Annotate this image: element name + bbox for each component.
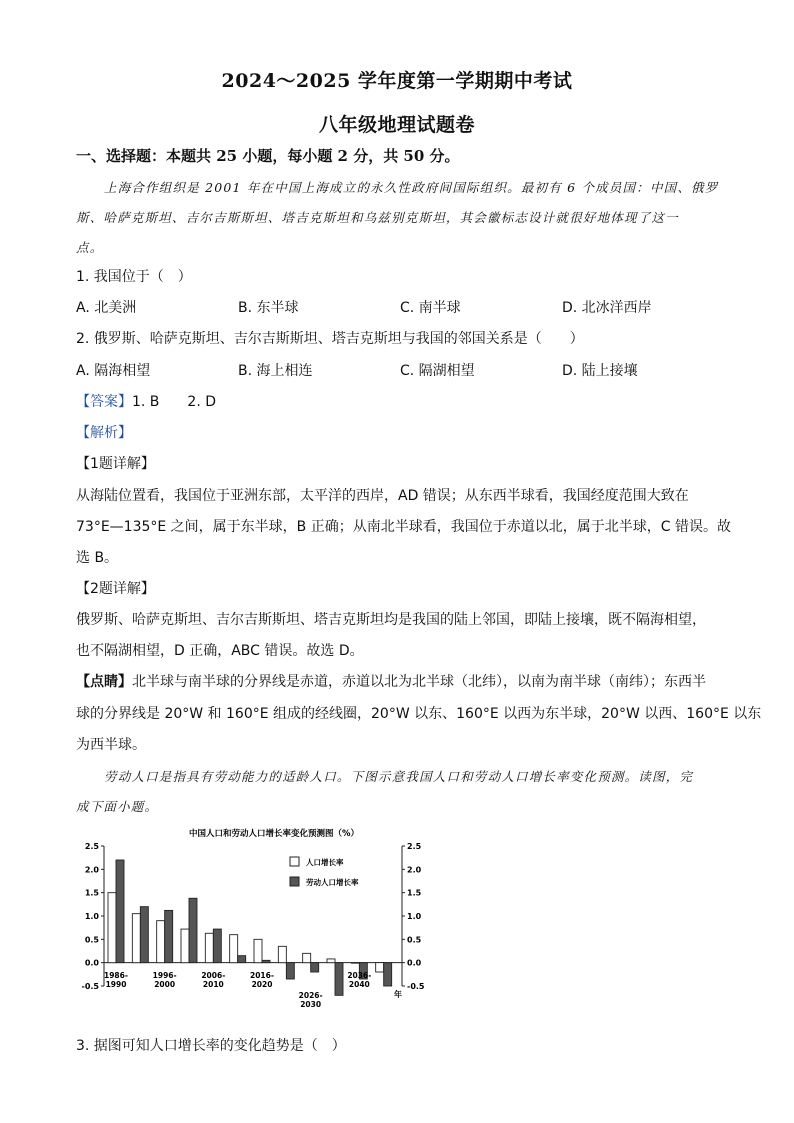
section-heading: 一、选择题：本题共 25 小题，每小题 2 分，共 50 分。 — [76, 147, 460, 165]
q1-option-a[interactable]: A. 北美洲 — [76, 300, 137, 316]
y-tick-label-right: 2.0 — [407, 865, 422, 875]
bar-population — [278, 946, 286, 962]
tip-line3: 为西半球。 — [76, 737, 146, 753]
tip-text-1: 北半球与南半球的分界线是赤道，赤道以北为北半球（北纬），以南为南半球（南纬）；东西半 — [132, 674, 706, 690]
y-tick-label-left: 2.5 — [84, 842, 99, 851]
y-tick-label-right: -0.5 — [407, 982, 425, 991]
bar-labor — [165, 910, 173, 962]
bar-population — [254, 939, 262, 962]
y-tick-label-right: 1.0 — [407, 912, 422, 921]
bar-population — [181, 929, 189, 963]
q2-option-d[interactable]: D. 陆上接壤 — [562, 363, 638, 379]
bar-labor — [189, 898, 197, 962]
legend-swatch — [290, 877, 299, 886]
legend-swatch — [290, 857, 299, 866]
x-tick-label: 2020 — [251, 980, 273, 989]
bar-labor — [311, 963, 319, 972]
bar-labor — [140, 907, 148, 963]
q2-stem: 2. 俄罗斯、哈萨克斯坦、吉尔吉斯斯坦、塔吉克斯坦与我国的邻国关系是（ ） — [76, 331, 584, 347]
y-tick-label-left: 0.0 — [84, 958, 99, 968]
x-tick-label: 1990 — [105, 980, 127, 989]
chart-legend — [290, 857, 359, 887]
x-tick-label: 2016- — [250, 971, 274, 980]
tip-line1 — [76, 671, 706, 691]
bar-population — [108, 893, 116, 963]
detail1-line3: 选 B。 — [76, 550, 119, 566]
x-axis-label: 年 — [394, 990, 402, 999]
bar-population — [157, 921, 165, 963]
tip-line2: 球的分界线是 20°W 和 160°E 组成的经线圈，20°W 以东、160°E 以西为东半球，20°W 以西、160°E 以东 — [76, 706, 762, 722]
y-tick-label-left: 1.0 — [84, 912, 99, 921]
x-tick-label: 1986- — [104, 971, 128, 980]
x-tick-label: 2000 — [154, 980, 176, 989]
answer-line — [76, 391, 216, 411]
y-tick-label-right: 2.5 — [407, 842, 422, 851]
x-tick-label: 2036- — [347, 971, 372, 980]
q1-option-d[interactable]: D. 北冰洋西岸 — [562, 300, 652, 316]
bar-population — [230, 935, 238, 963]
exam-subtitle: 八年级地理试题卷 — [318, 114, 475, 136]
detail1-line1: 从海陆位置看，我国位于亚洲东部，太平洋的西岸，AD 错误；从东西半球看，我国经度范围大致在 — [76, 488, 689, 504]
legend-label: 人口增长率 — [306, 858, 344, 867]
y-tick-label-right: 0.5 — [407, 935, 422, 945]
y-tick-label-left: 2.0 — [84, 865, 99, 875]
passage1-line1: 上海合作组织是 2001 年在中国上海成立的永久性政府间国际组织。最初有 6 个成员国：中国、俄罗 — [104, 180, 719, 195]
bar-labor — [238, 956, 246, 963]
bar-labor — [335, 963, 343, 996]
detail2-label: 【2题详解】 — [76, 581, 155, 597]
passage2-line1: 劳动人口是指具有劳动能力的适龄人口。下图示意我国人口和劳动人口增长率变化预测。读图，完 — [104, 769, 694, 784]
y-tick-label-left: 1.5 — [84, 888, 99, 898]
passage2-line2: 成下面小题。 — [76, 799, 159, 814]
exam-title: 2024～2025 学年度第一学期期中考试 — [221, 70, 573, 92]
passage1-line2: 斯、哈萨克斯坦、吉尔吉斯斯坦、塔吉克斯坦和乌兹别克斯坦，其会徽标志设计就很好地体现了这一 — [76, 210, 679, 225]
bar-labor — [286, 963, 294, 979]
y-tick-label-right: 0.0 — [407, 958, 422, 968]
q2-option-c[interactable]: C. 隔湖相望 — [400, 363, 475, 379]
population-growth-chart — [80, 822, 440, 1022]
x-tick-label: 2006- — [201, 971, 226, 980]
bar-population — [205, 933, 213, 962]
bar-labor — [213, 929, 221, 963]
x-tick-label: 2010 — [202, 980, 224, 989]
detail1-line2: 73°E—135°E 之间，属于东半球，B 正确；从南北半球看，我国位于赤道以北，属于北半球，C 错误。故 — [76, 519, 731, 535]
bar-labor — [116, 860, 124, 963]
y-tick-label-left: -0.5 — [81, 982, 99, 991]
bar-population — [327, 959, 335, 963]
y-tick-label-right: 1.5 — [407, 888, 422, 898]
legend-label: 劳动人口增长率 — [306, 878, 359, 887]
passage1-line3: 点。 — [76, 240, 104, 255]
bar-population — [132, 914, 140, 963]
x-tick-label: 1996- — [152, 971, 177, 980]
bar-population — [351, 963, 359, 964]
q1-option-c[interactable]: C. 南半球 — [400, 300, 461, 316]
q1-option-b[interactable]: B. 东半球 — [238, 300, 299, 316]
detail2-line1: 俄罗斯、哈萨克斯坦、吉尔吉斯斯坦、塔吉克斯坦均是我国的陆上邻国，即陆上接壤，既不隔海相望， — [76, 612, 706, 628]
bar-labor — [262, 960, 270, 962]
q1-stem: 1. 我国位于（ ） — [76, 269, 192, 285]
bar-population — [303, 953, 311, 962]
bar-population — [376, 963, 384, 972]
tip-label: 【点睛】 — [76, 674, 132, 690]
bar-labor — [384, 963, 392, 986]
x-tick-label: 2040 — [348, 980, 370, 989]
answer-label: 【答案】 — [76, 394, 132, 410]
y-tick-label-left: 0.5 — [84, 935, 99, 945]
q2-option-a[interactable]: A. 隔海相望 — [76, 363, 151, 379]
detail2-line2: 也不隔湖相望，D 正确，ABC 错误。故选 D。 — [76, 643, 364, 659]
q2-option-b[interactable]: B. 海上相连 — [238, 363, 313, 379]
q3-stem: 3. 据图可知人口增长率的变化趋势是（ ） — [76, 1038, 346, 1054]
answer-text: 1. B 2. D — [132, 394, 216, 410]
analysis-label: 【解析】 — [76, 425, 132, 441]
x-tick-label: 2026- — [298, 991, 323, 1000]
chart-title: 中国人口和劳动人口增长率变化预测图（%） — [188, 829, 360, 839]
detail1-label: 【1题详解】 — [76, 456, 155, 472]
x-tick-label: 2030 — [300, 1000, 322, 1009]
